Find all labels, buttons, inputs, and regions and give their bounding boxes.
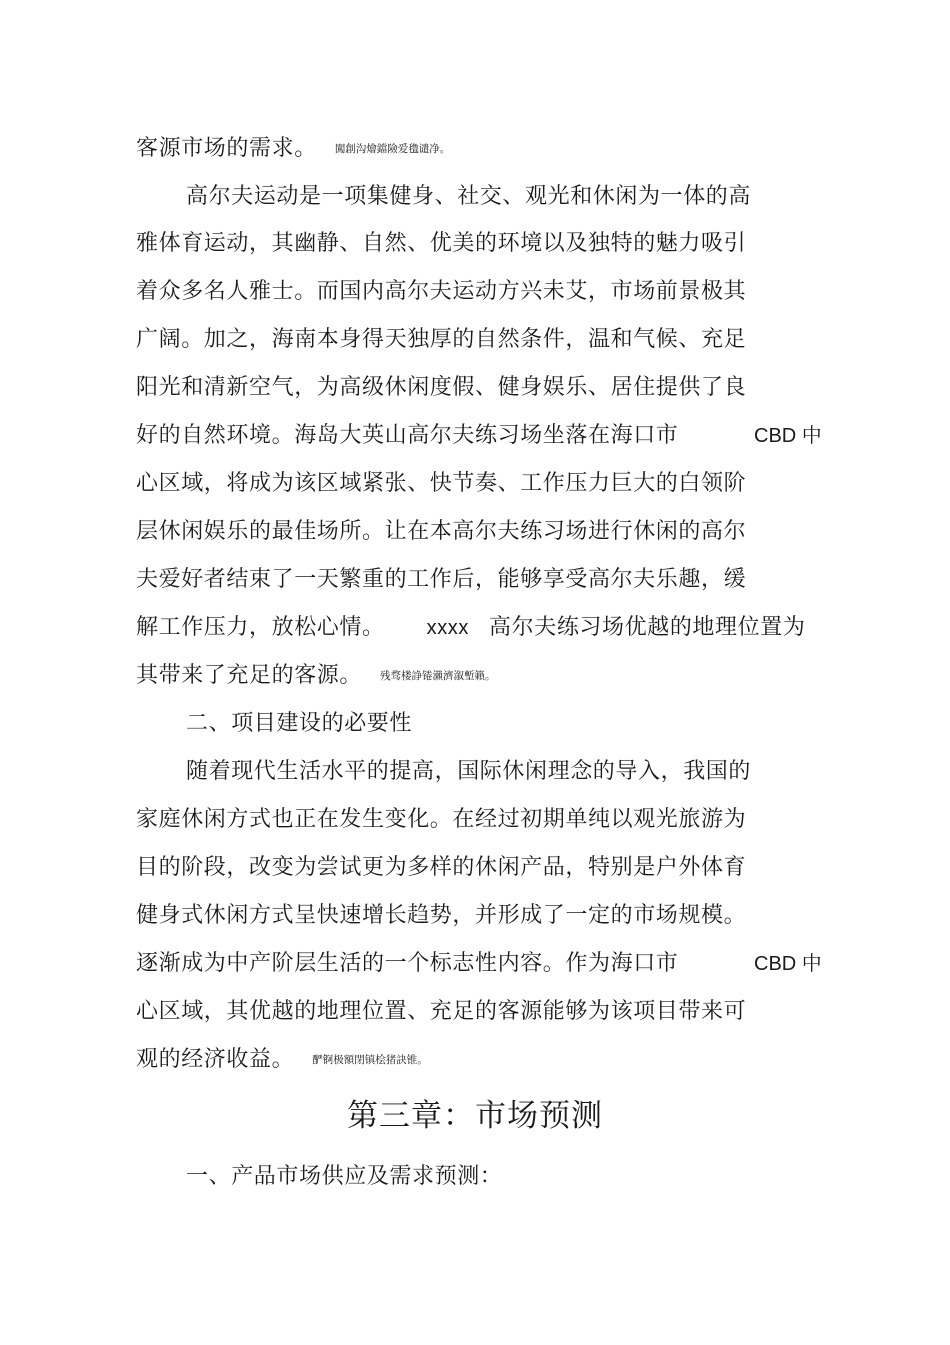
paragraph-line: 好的自然环境。海岛大英山高尔夫练习场坐落在海口市 <box>136 423 679 448</box>
paragraph-line: 逐渐成为中产阶层生活的一个标志性内容。作为海口市 <box>136 951 679 976</box>
paragraph-line <box>136 613 805 643</box>
paragraph-line: 夫爱好者结束了一天繁重的工作后，能够享受高尔夫乐趣，缓 <box>136 567 747 592</box>
paragraph-line <box>136 1045 428 1075</box>
cbd-text: CBD 中 <box>754 953 822 975</box>
paragraph-line: 心区域，将成为该区域紧张、快节奏、工作压力巨大的白领阶 <box>136 471 747 496</box>
section-heading: 二、项目建设的必要性 <box>186 711 413 736</box>
paragraph-line: 阳光和清新空气，为高级休闲度假、健身娱乐、居住提供了良 <box>136 375 747 400</box>
paragraph-line: 心区域，其优越的地理位置、充足的客源能够为该项目带来可 <box>136 999 747 1024</box>
text: 解工作压力，放松心情。 <box>136 615 385 640</box>
paragraph-line: 着众多名人雅士。而国内高尔夫运动方兴未艾，市场前景极其 <box>136 279 747 304</box>
chapter-title: 第三章：市场预测 <box>347 1098 603 1134</box>
garbled-note: 残骛楼諍锩瀨濟溆塹籟。 <box>380 670 496 682</box>
paragraph-line: 层休闲娱乐的最佳场所。让在本高尔夫练习场进行休闲的高尔 <box>136 519 747 544</box>
paragraph-line: 雅体育运动，其幽静、自然、优美的环境以及独特的魅力吸引 <box>136 231 747 256</box>
paragraph-line: 健身式休闲方式呈快速增长趋势，并形成了一定的市场规模。 <box>136 903 747 928</box>
garbled-note: 酽锕极額閉镇桧猪訣锥。 <box>312 1054 428 1066</box>
paragraph-line: 高尔夫运动是一项集健身、社交、观光和休闲为一体的高 <box>186 184 752 209</box>
paragraph-line <box>136 134 450 164</box>
garbled-note: 闖創沟燴鐺險爱氇谴净。 <box>334 143 451 155</box>
text: 观的经济收益。 <box>136 1047 295 1072</box>
paragraph-line: 随着现代生活水平的提高，国际休闲理念的导入，我国的 <box>186 759 752 784</box>
text: 客源市场的需求。 <box>136 136 317 161</box>
text: 高尔夫练习场优越的地理位置为 <box>489 615 806 640</box>
section-heading: 一、产品市场供应及需求预测： <box>186 1164 503 1189</box>
cbd-text: CBD 中 <box>754 425 822 447</box>
paragraph-line: 家庭休闲方式也正在发生变化。在经过初期单纯以观光旅游为 <box>136 807 747 832</box>
paragraph-line: 广阔。加之，海南本身得天独厚的自然条件，温和气候、充足 <box>136 327 747 352</box>
line-tail <box>754 421 822 451</box>
placeholder-text: xxxx <box>426 617 470 639</box>
paragraph-line <box>136 661 496 691</box>
text: 其带来了充足的客源。 <box>136 663 363 688</box>
paragraph-line: 目的阶段，改变为尝试更为多样的休闲产品，特别是户外体育 <box>136 855 747 880</box>
line-tail <box>754 949 822 979</box>
